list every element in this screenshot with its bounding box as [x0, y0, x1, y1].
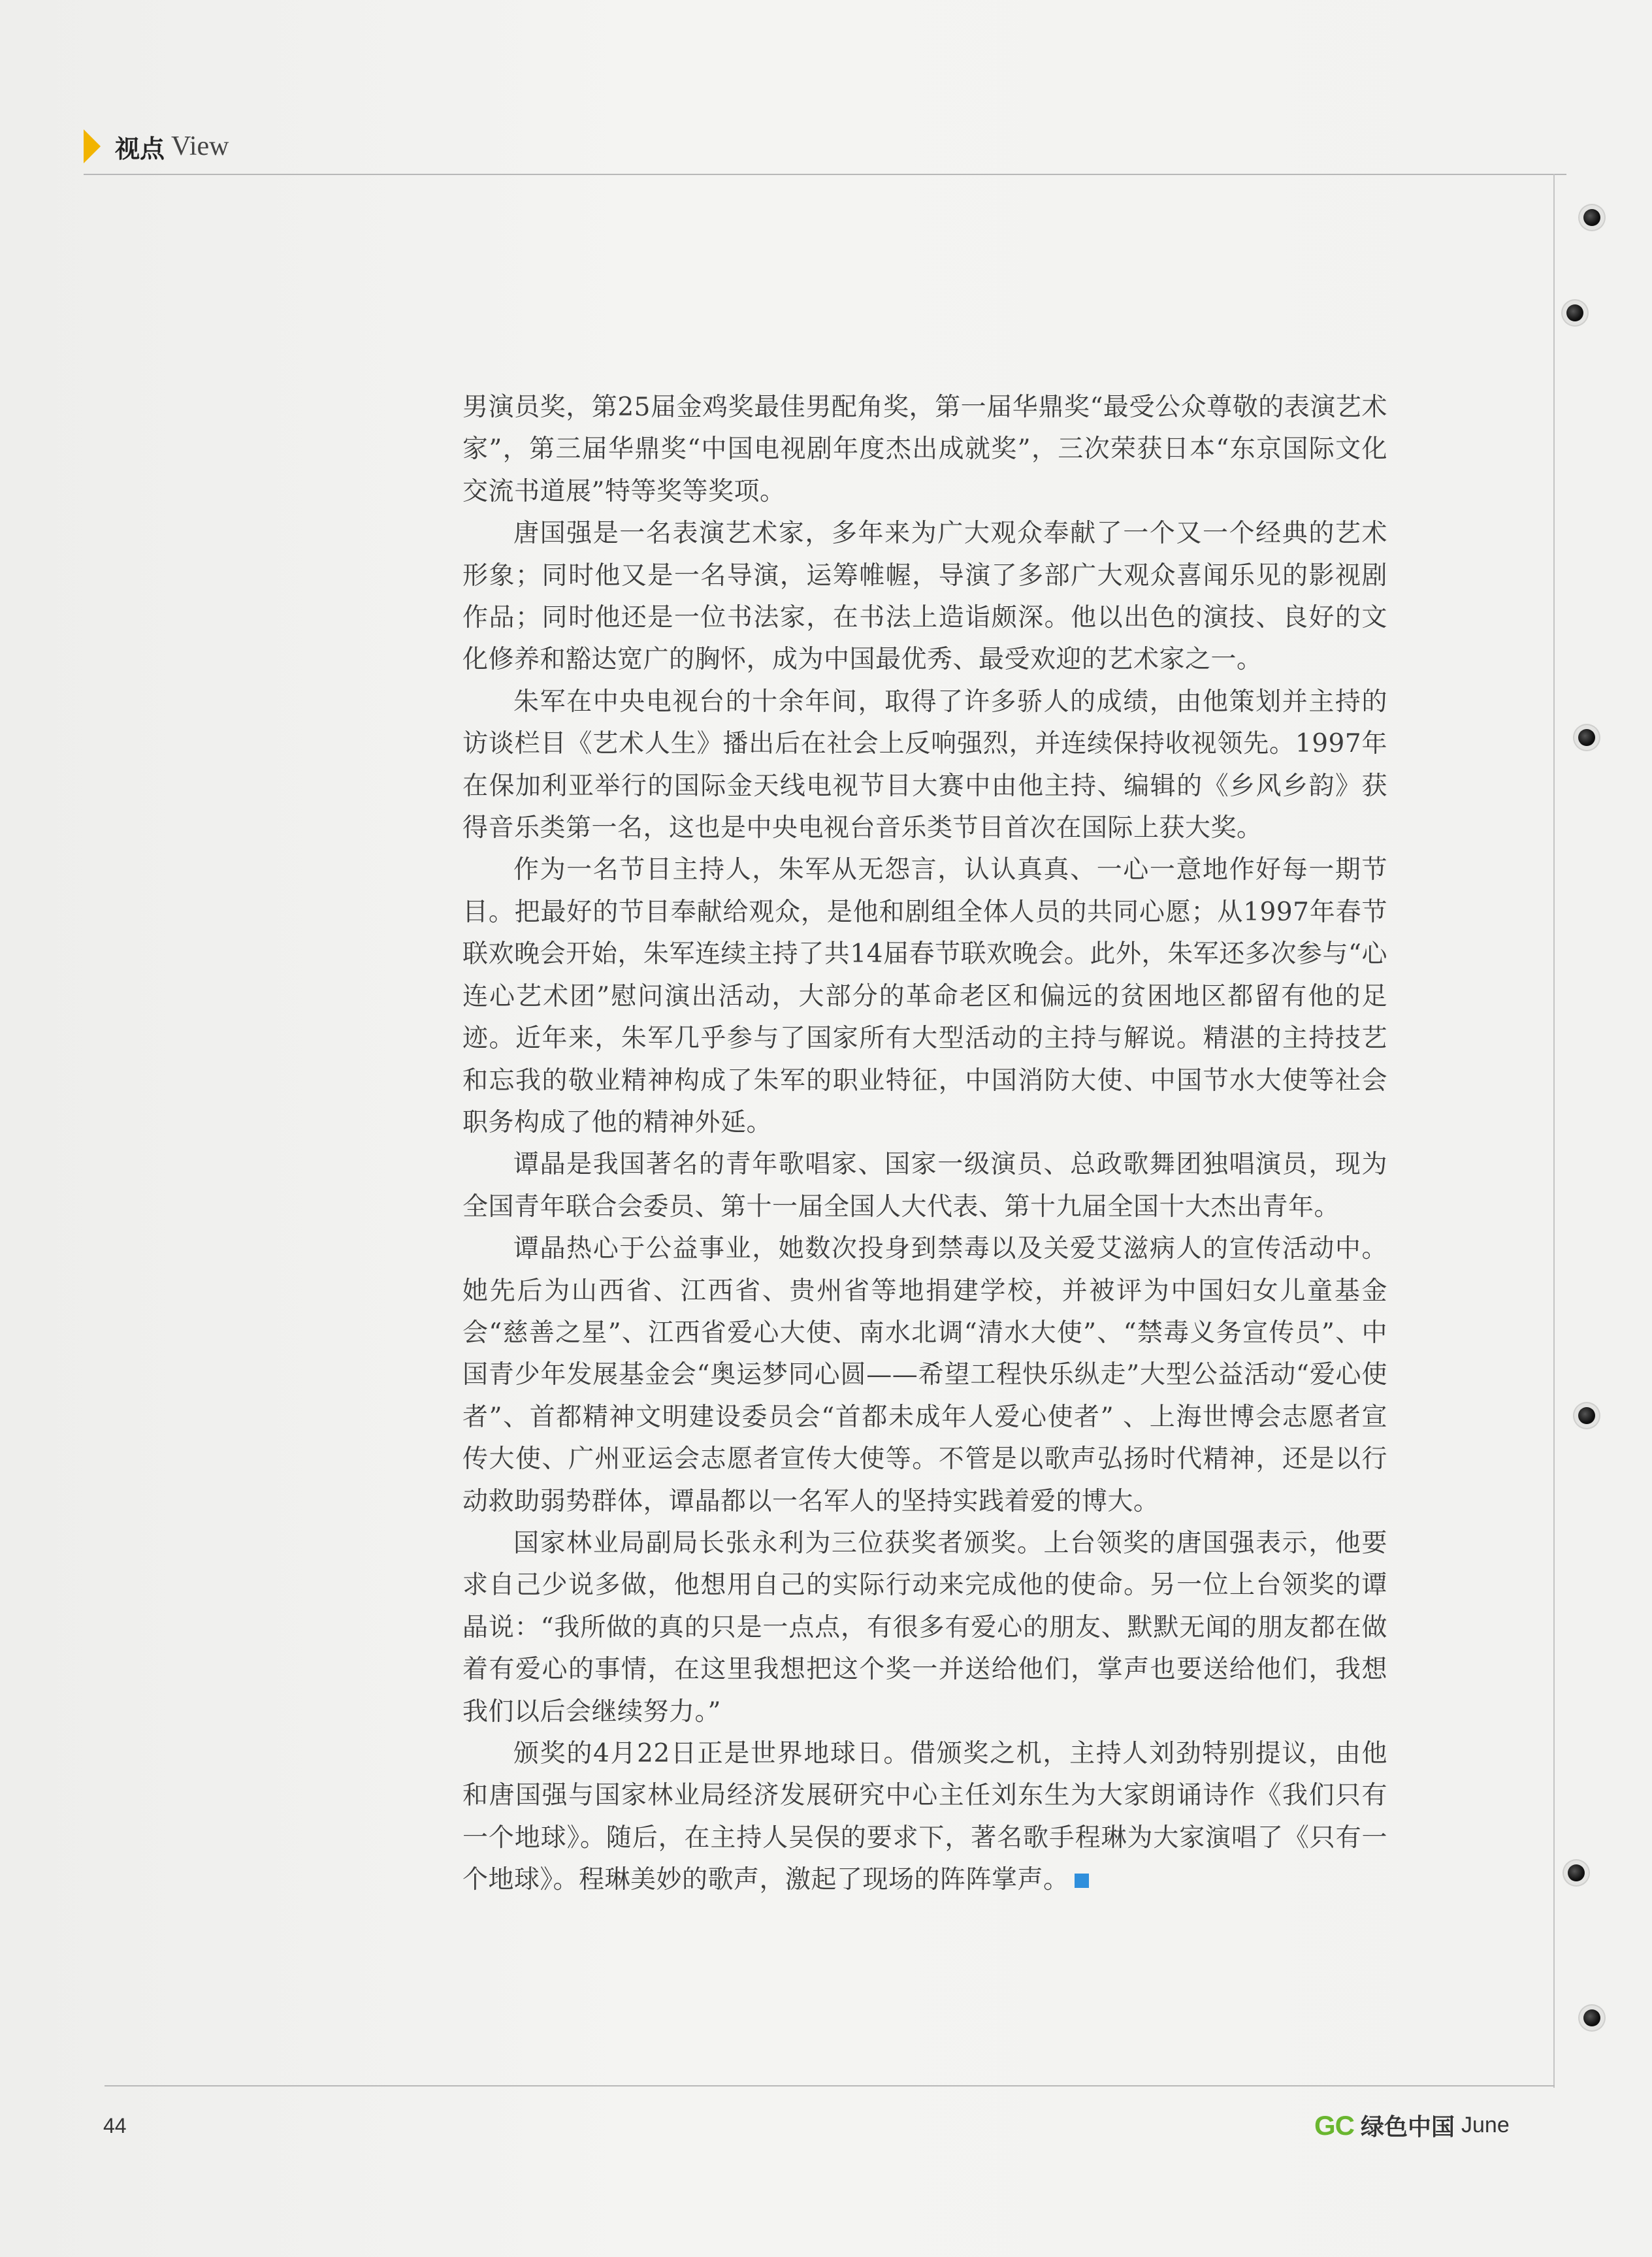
right-divider — [1553, 174, 1555, 2088]
section-title-en: View — [171, 131, 229, 161]
brand-logo-icon: GC — [1314, 2109, 1354, 2141]
article-paragraph-last — [462, 1733, 1387, 1902]
section-marker-icon — [84, 129, 101, 163]
section-title-cn: 视点 — [115, 134, 165, 163]
footer-brand — [1314, 2109, 1510, 2142]
article-body — [462, 387, 1387, 1902]
article-paragraph: 朱军在中央电视台的十余年间，取得了许多骄人的成绩，由他策划并主持的访谈栏目《艺术人生》播出后在社会上反响强烈，并连续保持收视领先。1997年在保加利亚举行的国际金天线电视节目大赛中由他主持、编辑的《乡风乡韵》获得音乐类第一名，这也是中央电视台音乐类节目首次在国际上获大奖。 — [462, 687, 1387, 843]
binder-hole-icon — [1578, 729, 1595, 746]
binder-hole-icon — [1566, 304, 1583, 321]
article-paragraph: 谭晶热心于公益事业，她数次投身到禁毒以及关爱艾滋病人的宣传活动中。她先后为山西省、江西省、贵州省等地捐建学校，并被评为中国妇女儿童基金会“慈善之星”、江西省爱心大使、南水北调“清水大使”、“禁毒义务宣传员”、中国青少年发展基金会“奥运梦同心圆——希望工程快乐纵走”大型公益活动“爱心使者”、首都精神文明建设委员会“首都未成年人爱心使者” 、上海世博会志愿者宣传大使、广州亚运会志愿者宣传大使等。不管是以歌声弘扬时代精神，还是以行动救助弱势群体，谭晶都以一名军人的坚持实践着爱的博大。 — [462, 1234, 1387, 1516]
end-of-article-icon — [1075, 1874, 1089, 1888]
brand-name: 绿色中国 — [1361, 2114, 1455, 2141]
article-paragraph: 谭晶是我国著名的青年歌唱家、国家一级演员、总政歌舞团独唱演员，现为全国青年联合会委员、第十一届全国人大代表、第十九届全国十大杰出青年。 — [462, 1150, 1387, 1222]
article-paragraph: 国家林业局副局长张永利为三位获奖者颁奖。上台领奖的唐国强表示，他要求自己少说多做，他想用自己的实际行动来完成他的使命。另一位上台领奖的谭晶说：“我所做的真的只是一点点，有很多有爱心的朋友、默默无闻的朋友都在做着有爱心的事情，在这里我想把这个奖一并送给他们，掌声也要送给他们，我想我们以后会继续努力。” — [462, 1528, 1387, 1727]
binder-hole-icon — [1583, 209, 1600, 226]
article-paragraph: 作为一名节目主持人，朱军从无怨言，认认真真、一心一意地作好每一期节目。把最好的节目奉献给观众，是他和剧组全体人员的共同心愿；从1997年春节联欢晚会开始，朱军连续主持了共14届春节联欢晚会。此外，朱军还多次参与“心连心艺术团”慰问演出活动，大部分的革命老区和偏远的贫困地区都留有他的足迹。近年来，朱军几乎参与了国家所有大型活动的主持与解说。精湛的主持技艺和忘我的敬业精神构成了朱军的职业特征，中国消防大使、中国节水大使等社会职务构成了他的精神外延。 — [462, 855, 1387, 1137]
article-paragraph-text: 颁奖的4月22日正是世界地球日。借颁奖之机，主持人刘劲特别提议，由他和唐国强与国家林业局经济发展研究中心主任刘东生为大家朗诵诗作《我们只有一个地球》。随后，在主持人吴俣的要求下，著名歌手程琳为大家演唱了《只有一个地球》。程琳美妙的歌声，激起了现场的阵阵掌声。 — [462, 1739, 1387, 1895]
bottom-divider — [105, 2085, 1555, 2087]
binder-hole-icon — [1578, 1407, 1595, 1424]
binder-hole-icon — [1568, 1864, 1585, 1881]
issue-month: June — [1461, 2113, 1510, 2137]
top-divider — [84, 174, 1566, 175]
binder-hole-icon — [1583, 2009, 1600, 2026]
article-paragraph: 男演员奖，第25届金鸡奖最佳男配角奖，第一届华鼎奖“最受公众尊敬的表演艺术家”，第三届华鼎奖“中国电视剧年度杰出成就奖”，三次荣获日本“东京国际文化交流书道展”特等奖等奖项。 — [462, 393, 1387, 506]
section-header — [84, 128, 229, 165]
page-number: 44 — [103, 2114, 127, 2137]
article-paragraph: 唐国强是一名表演艺术家，多年来为广大观众奉献了一个又一个经典的艺术形象；同时他又是一名导演，运筹帷幄，导演了多部广大观众喜闻乐见的影视剧作品；同时他还是一位书法家，在书法上造诣颇深。他以出色的演技、良好的文化修养和豁达宽广的胸怀，成为中国最优秀、最受欢迎的艺术家之一。 — [462, 519, 1387, 675]
